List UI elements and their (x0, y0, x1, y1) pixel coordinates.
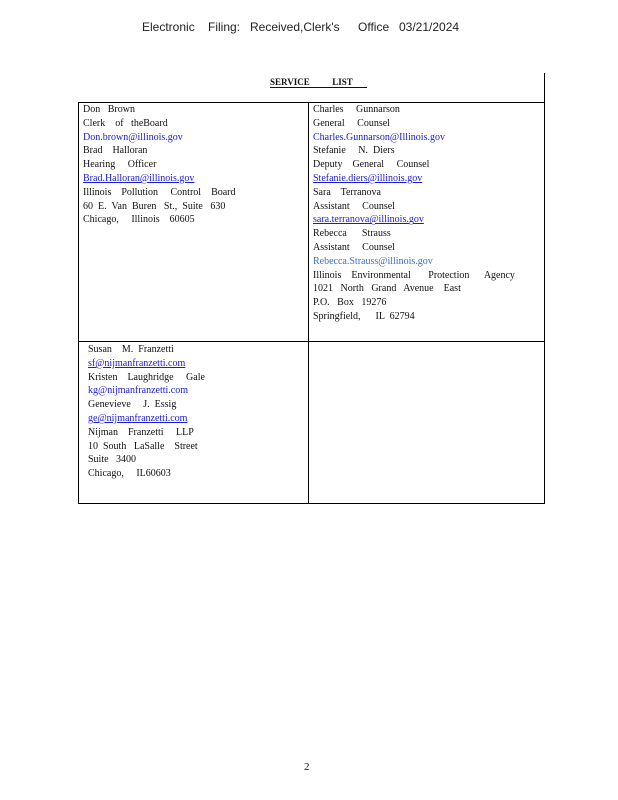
contact-line: Charles Gunnarson (313, 104, 400, 115)
contact-line: General Counsel (313, 117, 390, 129)
contact-line: Stefanie N. Diers (313, 145, 395, 157)
contact-line: Suite 3400 (88, 454, 137, 466)
email-link[interactable]: kg@nijmanfranzetti.com (88, 385, 189, 397)
contact-line: Sara Terranova (313, 186, 381, 198)
contact-line: Assistant Counsel (313, 200, 395, 212)
email-link[interactable]: Stefanie.diers@illinois.gov (313, 172, 423, 184)
contact-line: Kristen Laughridge Gale (88, 371, 205, 383)
contact-line: 60 E. Van Buren St., Suite 630 (83, 200, 226, 212)
contact-line: 10 South LaSalle Street (88, 440, 198, 452)
contact-line: Chicago, Illinois 60605 (83, 214, 195, 226)
contact-line: Chicago, IL60603 (88, 468, 171, 480)
service-list-title: SERVICE LIST (270, 77, 367, 88)
email-link[interactable]: Rebecca.Strauss@illinois.gov (313, 255, 433, 267)
email-link[interactable]: sara.terranova@illinois.gov (313, 214, 424, 226)
contact-line: Don Brown (83, 104, 135, 115)
header-received: Received,Clerk's (250, 20, 340, 34)
table-right-border-top (544, 73, 545, 103)
header-office: Office (358, 20, 390, 34)
contact-line: Genevieve J. Essig (88, 399, 177, 411)
page-number: 2 (304, 761, 310, 773)
contact-line: Rebecca Strauss (313, 228, 391, 240)
filing-header (0, 20, 618, 104)
contact-line: Clerk of theBoard (83, 117, 168, 129)
contact-line: Susan M. Franzetti (88, 344, 174, 355)
contact-line: Nijman Franzetti LLP (88, 426, 194, 438)
header-electronic: Electronic (142, 20, 195, 34)
header-filing: Filing: (208, 20, 241, 34)
service-cell-epa (313, 103, 515, 324)
contact-line: Illinois Environmental Protection Agency (313, 269, 515, 281)
email-link[interactable]: Don.brown@illinois.gov (83, 131, 183, 143)
email-link[interactable]: Charles.Gunnarson@Illinois.gov (313, 131, 445, 143)
email-link[interactable]: sf@nijmanfranzetti.com (88, 357, 186, 369)
contact-line: Brad Halloran (83, 145, 148, 157)
header-date: 03/21/2024 (399, 20, 460, 34)
table-bottom-border (78, 503, 545, 504)
table-row-divider (78, 341, 545, 342)
contact-line: P.O. Box 19276 (313, 297, 387, 309)
contact-line: Deputy General Counsel (313, 159, 430, 171)
contact-line: Illinois Pollution Control Board (83, 186, 236, 198)
table-right-border (544, 102, 545, 504)
contact-line: Assistant Counsel (313, 241, 395, 253)
contact-line: 1021 North Grand Avenue East (313, 283, 461, 295)
email-link[interactable]: ge@nijmanfranzetti.com (88, 412, 188, 424)
table-middle-border (308, 102, 309, 504)
service-cell-nijman-franzetti (88, 343, 205, 481)
table-left-border (78, 102, 79, 504)
email-link[interactable]: Brad.Halloran@illinois.gov (83, 172, 195, 184)
contact-line: Springfield, IL 62794 (313, 310, 415, 322)
service-cell-pollution-board (83, 103, 236, 227)
contact-line: Hearing Officer (83, 159, 157, 171)
